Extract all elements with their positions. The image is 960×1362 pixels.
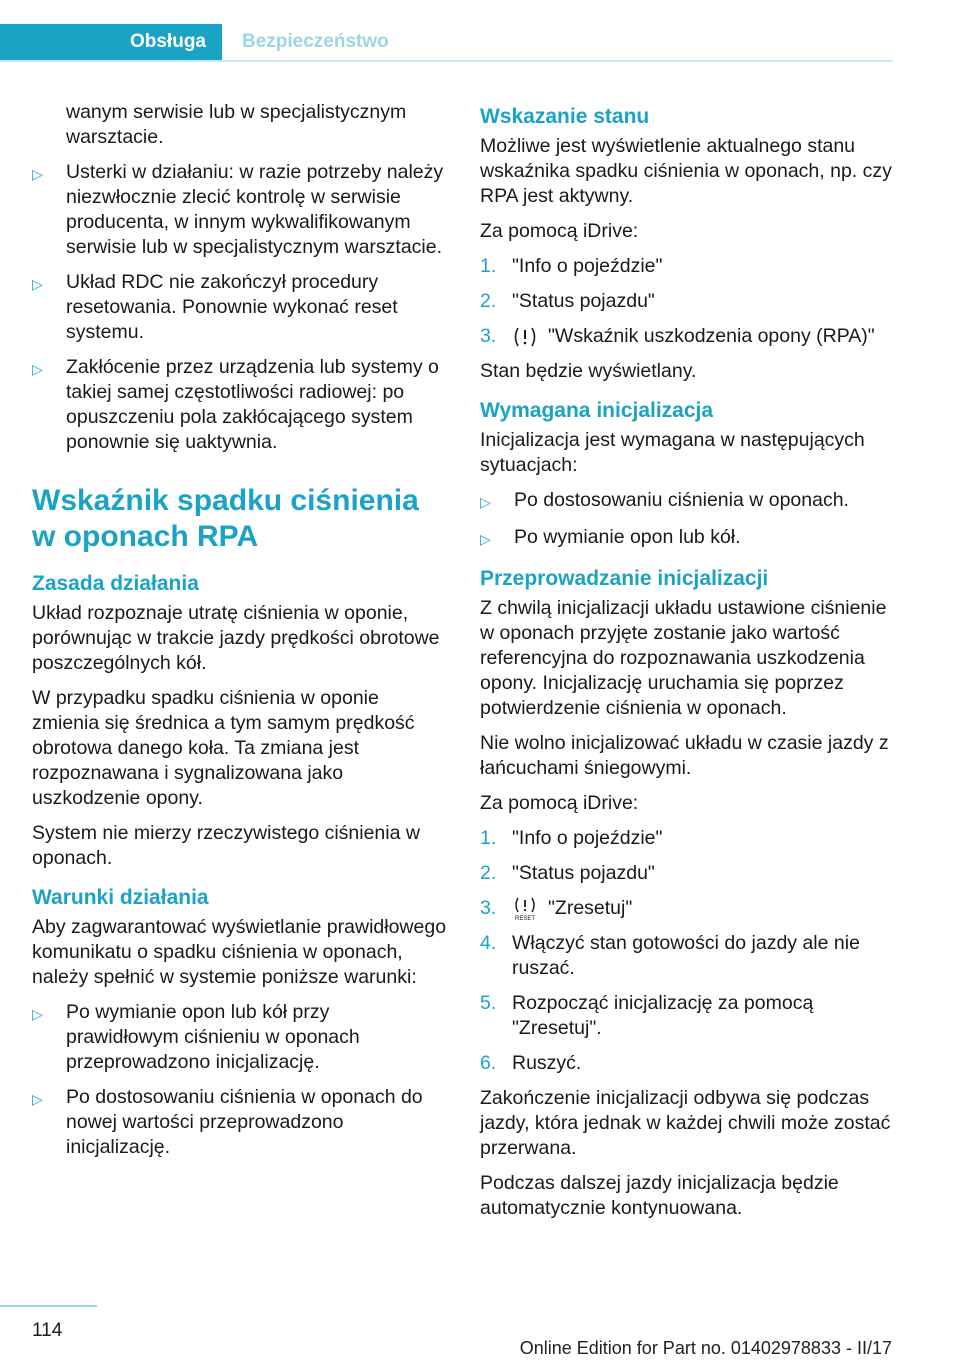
- paragraph: Możliwe jest wyświetlenie aktualnego stanu wskaźnika spadku ciśnienia w oponach, np. czy RPA jest aktywny.: [480, 135, 892, 207]
- heading-przeprowadzanie: Przeprowadzanie inicjalizacji: [480, 567, 769, 590]
- step-number: 3.: [480, 325, 497, 347]
- paragraph: Stan będzie wyświetlany.: [480, 360, 697, 382]
- step-item: 6. Ruszyć.: [480, 1052, 582, 1074]
- step-number: 2.: [480, 862, 497, 884]
- triangle-bullet-icon: ▷: [480, 494, 491, 510]
- triangle-bullet-icon: ▷: [32, 1006, 43, 1022]
- tire-warning-icon: [512, 326, 538, 348]
- tab-obsluga[interactable]: Obsługa: [0, 24, 222, 60]
- step-item: 2. "Status pojazdu": [480, 290, 655, 312]
- edition-text: Online Edition for Part no. 01402978833 - II/17: [519, 1338, 892, 1358]
- heading-stan: Wskazanie stanu: [480, 105, 650, 128]
- list-item: ▷ Po dostosowaniu ciśnienia w oponach.: [480, 488, 895, 515]
- paragraph: Za pomocą iDrive:: [480, 220, 639, 242]
- header-divider: [0, 60, 893, 62]
- list-item: ▷ Zakłócenie przez urządzenia lub systemy o takiej samej częstotliwości radiowej: po opuszczeniu pola zakłócającego system ponownie się uaktywnia.: [32, 356, 439, 453]
- list-item: ▷ Układ RDC nie zakończył procedury resetowania. Ponownie wykonać reset systemu.: [32, 271, 398, 343]
- continued-text: wanym serwisie lub w specjalistycznym warsztacie.: [66, 101, 407, 148]
- list-item: ▷ Po dostosowaniu ciśnienia w oponach do nowej wartości przeprowadzono inicjalizację.: [32, 1086, 423, 1158]
- triangle-bullet-icon: ▷: [32, 1091, 43, 1107]
- right-column: [480, 100, 895, 1231]
- page-number: 114: [32, 1320, 63, 1341]
- paragraph: Inicjalizacja jest wymagana w następujących sytuacjach:: [480, 429, 865, 476]
- paragraph: Z chwilą inicjalizacji układu ustawione ciśnienie w oponach przyjęte zostanie jako wartość referencyjna do rozpoznawania uszkodzenia opony. Inicjalizację uruchamia się poprzez potwierdzenie ciśnienia w oponach.: [480, 597, 887, 719]
- heading-warunki: Warunki działania: [32, 886, 209, 909]
- step-number: 4.: [480, 932, 497, 954]
- list-item: ▷ Po wymianie opon lub kół przy prawidłowym ciśnieniu w oponach przeprowadzono inicjalizację.: [32, 1001, 360, 1073]
- paragraph: Nie wolno inicjalizować układu w czasie jazdy z łańcuchami śniegowymi.: [480, 732, 889, 779]
- heading-zasada: Zasada działania: [32, 572, 199, 595]
- paragraph: System nie mierzy rzeczywistego ciśnienia w oponach.: [32, 822, 420, 869]
- triangle-bullet-icon: ▷: [32, 276, 43, 292]
- paragraph: Za pomocą iDrive:: [480, 792, 639, 814]
- heading-wymagana: Wymagana inicjalizacja: [480, 399, 714, 422]
- list-item: ▷ Po wymianie opon lub kół.: [480, 525, 895, 552]
- step-item: 3. "Wskaźnik uszkodzenia opony (RPA)": [480, 325, 875, 347]
- paragraph: Podczas dalszej jazdy inicjalizacja będzie automatycznie kontynuowana.: [480, 1172, 839, 1219]
- triangle-bullet-icon: ▷: [480, 531, 491, 547]
- step-item: 1. "Info o pojeździe": [480, 255, 663, 277]
- triangle-bullet-icon: ▷: [32, 166, 43, 182]
- left-column: [32, 100, 447, 1170]
- step-number: 1.: [480, 255, 497, 277]
- step-number: 2.: [480, 290, 497, 312]
- paragraph: Układ rozpoznaje utratę ciśnienia w oponie, porównując w trakcie jazdy prędkości obrotowe poszczególnych kół.: [32, 602, 440, 674]
- step-item: 3. RESET "Zresetuj": [480, 897, 633, 921]
- svg-text:RESET: RESET: [514, 915, 536, 921]
- header-tabs: [0, 24, 389, 60]
- step-number: 5.: [480, 992, 497, 1014]
- step-number: 6.: [480, 1052, 497, 1074]
- section-title: Wskaźnik spadku ciśnienia w oponach RPA: [32, 484, 419, 553]
- step-number: 3.: [480, 897, 497, 919]
- paragraph: Zakończenie inicjalizacji odbywa się podczas jazdy, która jednak w każdej chwili może zostać przerwana.: [480, 1087, 891, 1159]
- tire-reset-icon: [512, 897, 538, 921]
- triangle-bullet-icon: ▷: [32, 361, 43, 377]
- tab-bezpieczenstwo[interactable]: Bezpieczeństwo: [242, 31, 389, 52]
- step-item: 1. "Info o pojeździe": [480, 827, 663, 849]
- step-item: 4. Włączyć stan gotowości do jazdy ale nie ruszać.: [480, 932, 860, 979]
- footer-divider: [0, 1305, 97, 1307]
- paragraph: Aby zagwarantować wyświetlanie prawidłowego komunikatu o spadku ciśnienia w oponach, należy spełnić w systemie poniższe warunki:: [32, 916, 447, 988]
- step-item: 5. Rozpocząć inicjalizację za pomocą "Zresetuj".: [480, 992, 814, 1039]
- step-number: 1.: [480, 827, 497, 849]
- paragraph: W przypadku spadku ciśnienia w oponie zmienia się średnica a tym samym prędkość obrotowa danego koła. Ta zmiana jest rozpoznawana i sygnalizowana jako uszkodzenie opony.: [32, 687, 415, 809]
- list-item: ▷ Usterki w działaniu: w razie potrzeby należy niezwłocznie zlecić kontrolę w serwisie producenta, w innym wykwalifikowanym serwisie lub w specjalistycznym warsztacie.: [32, 161, 444, 258]
- step-item: 2. "Status pojazdu": [480, 862, 655, 884]
